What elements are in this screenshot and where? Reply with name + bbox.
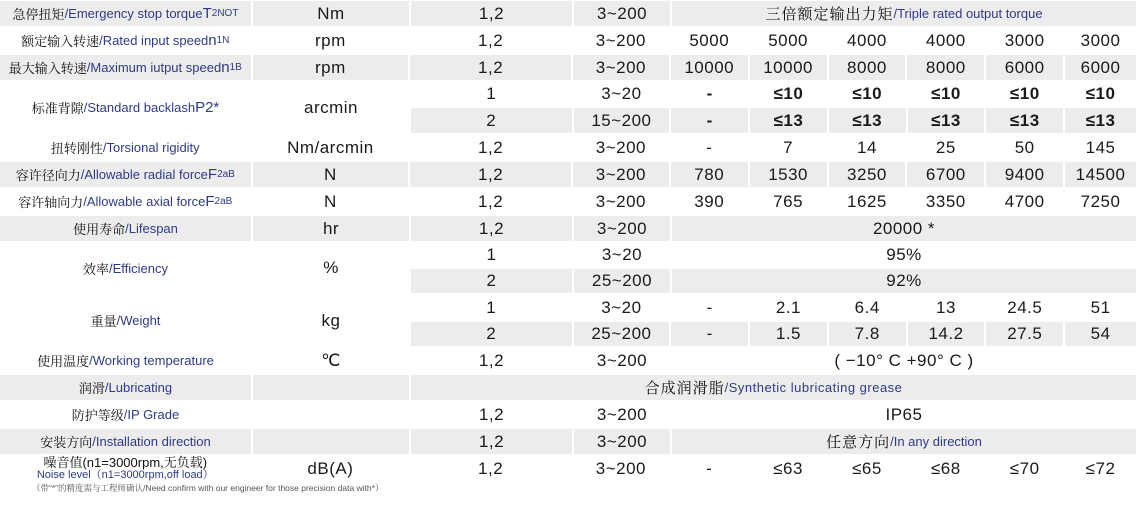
value-cell: ≤63 [750,456,829,481]
table-row-installation [0,429,1138,454]
unit-cell [253,375,411,400]
value-cell: ≤10 [986,82,1065,106]
param-name-weight: 重量 /Weight [0,295,253,346]
value-cell: ≤13 [1065,108,1138,133]
ratio-cell: 25~200 [574,322,672,346]
value-cell: 24.5 [986,295,1065,320]
value-cell: 10000 [671,55,750,80]
ratio-cell: 3~200 [573,135,671,160]
value-cell: 1625 [829,189,908,214]
stage-cell: 1,2 [411,429,574,454]
unit-cell-backlash: arcmin [253,82,411,133]
table-row-weight-2 [411,322,1138,346]
param-name: 润滑 /Lubricating [0,375,253,400]
value-cell: ≤10 [1065,82,1138,106]
value-cell: - [671,322,750,346]
unit-cell [253,402,411,427]
span-cell: 20000 * [672,216,1138,241]
value-cell: 9400 [986,162,1065,187]
ratio-cell: 3~200 [574,402,672,427]
stage-cell: 1,2 [410,135,573,160]
value-cell: 8000 [829,55,908,80]
value-cell: 1.5 [750,322,829,346]
param-name-backlash: 标准背隙 /Standard backlash P2* [0,82,253,133]
unit-cell: Nm/arcmin [253,135,411,160]
value-cell: 6.4 [829,295,908,320]
value-cell: ≤70 [986,456,1065,481]
table-row-noise [0,456,1138,481]
value-cell: 14.2 [908,322,987,346]
value-cell: 14500 [1065,162,1138,187]
unit-cell: N [253,189,411,214]
ratio-cell: 3~200 [574,216,672,241]
ratio-cell: 3~20 [574,295,672,320]
ratio-cell: 3~200 [573,162,671,187]
value-cell: 13 [908,295,987,320]
value-cell: 8000 [907,55,986,80]
stage-cell: 2 [411,322,574,346]
table-row-temperature [0,348,1138,373]
param-name: 使用寿命 /Lifespan [0,216,253,241]
value-cell: ≤10 [908,82,987,106]
value-cell: ≤72 [1065,456,1138,481]
value-cell: ≤13 [750,108,829,133]
stage-cell: 1 [411,82,574,106]
stage-cell: 1,2 [411,402,574,427]
table-row-max-speed [0,55,1138,80]
value-cell: 25 [907,135,986,160]
unit-cell-weight: kg [253,295,411,346]
value-cell: 2.1 [750,295,829,320]
value-cell: 54 [1065,322,1138,346]
unit-cell: rpm [253,55,411,80]
value-cell: - [671,108,750,133]
stage-cell: 2 [411,108,574,133]
value-cell: 145 [1065,135,1138,160]
value-cell: 51 [1065,295,1138,320]
stage-cell: 1 [411,295,574,320]
ratio-cell: 3~200 [573,55,671,80]
footnote: （带“*”的精度需与工程师确认/Need confirm with our engineer for those precision data with*） [32,483,384,493]
stage-cell: 1 [411,243,574,267]
unit-cell: Nm [253,1,411,26]
ratio-cell: 3~20 [574,82,672,106]
value-cell: ≤13 [986,108,1065,133]
stage-cell: 1,2 [411,216,574,241]
param-name: 急停扭矩 /Emergency stop torque T 2NOT [0,1,253,26]
ratio-cell: 3~200 [574,348,672,373]
unit-cell: ℃ [253,348,411,373]
value-cell: 6700 [907,162,986,187]
ratio-cell: 3~200 [573,28,671,53]
stage-cell: 1,2 [411,348,574,373]
span-cell: 三倍额定输出力矩 /Triple rated output torque [672,1,1138,26]
value-cell: 27.5 [986,322,1065,346]
param-name-efficiency: 效率 /Efficiency [0,243,253,293]
stage-cell: 1,2 [410,55,573,80]
table-row-backlash-2 [411,108,1138,133]
span-cell: IP65 [672,402,1138,427]
span-cell: 合成润滑脂 /Synthetic lubricating grease [411,375,1138,400]
value-cell: 10000 [750,55,829,80]
ratio-cell: 15~200 [574,108,672,133]
ratio-cell: 3~200 [574,1,672,26]
value-cell: 3000 [986,28,1065,53]
value-cell: 5000 [750,28,829,53]
table-row-lifespan [0,216,1138,241]
value-cell: 7 [750,135,829,160]
table-row-axial [0,189,1138,214]
param-name: 噪音值(n1=3000rpm,无负载) Noise level（n1=3000rpm,off load） [0,456,253,481]
table-row-weight-1 [411,295,1138,320]
value-cell: 3250 [829,162,908,187]
value-cell: 765 [750,189,829,214]
span-cell: 95% [672,243,1138,267]
table-row-lubricating [0,375,1138,400]
ratio-cell: 3~200 [573,456,671,481]
table-row-efficiency-1 [411,243,1138,267]
value-cell: 1530 [750,162,829,187]
ratio-cell: 3~200 [574,429,672,454]
table-row-rated-speed [0,28,1138,53]
stage-cell: 2 [411,269,574,293]
unit-cell [253,429,411,454]
unit-cell: dB(A) [253,456,411,481]
unit-cell: N [253,162,411,187]
value-cell: 6000 [986,55,1065,80]
value-cell: ≤13 [829,108,908,133]
stage-cell: 1,2 [410,456,573,481]
span-cell: 任意方向 /In any direction [672,429,1138,454]
value-cell: 6000 [1065,55,1138,80]
table-row-efficiency-2 [411,269,1138,293]
ratio-cell: 3~20 [574,243,672,267]
value-cell: ≤65 [829,456,908,481]
param-name: 使用温度 /Working temperature [0,348,253,373]
param-name: 最大输入转速 /Maximum iutput speed n 1B [0,55,253,80]
value-cell: 50 [986,135,1065,160]
value-cell: ≤10 [829,82,908,106]
value-cell: ≤13 [908,108,987,133]
value-cell: 5000 [671,28,750,53]
stage-cell: 1,2 [410,28,573,53]
param-name: 容许轴向力 /Allowable axial force F 2aB [0,189,253,214]
span-cell: ( −10° C +90° C ) [672,348,1138,373]
stage-cell: 1,2 [410,189,573,214]
unit-cell: hr [253,216,411,241]
param-name: 容许径向力 /Allowable radial force F 2aB [0,162,253,187]
param-name: 额定输入转速 /Rated input speed n 1N [0,28,253,53]
value-cell: 7.8 [829,322,908,346]
value-cell: - [671,456,750,481]
value-cell: 3350 [907,189,986,214]
table-row-backlash-1 [411,82,1138,106]
value-cell: 4700 [986,189,1065,214]
value-cell: 4000 [829,28,908,53]
stage-cell: 1,2 [410,162,573,187]
table-row-radial [0,162,1138,187]
unit-cell-efficiency: % [253,243,411,293]
value-cell: 4000 [907,28,986,53]
value-cell: 780 [671,162,750,187]
value-cell: ≤10 [750,82,829,106]
value-cell: 3000 [1065,28,1138,53]
ratio-cell: 25~200 [574,269,672,293]
value-cell: 7250 [1065,189,1138,214]
value-cell: 14 [829,135,908,160]
value-cell: - [671,295,750,320]
span-cell: 92% [672,269,1138,293]
value-cell: ≤68 [907,456,986,481]
param-name: 扭转刚性 /Torsional rigidity [0,135,253,160]
ratio-cell: 3~200 [573,189,671,214]
table-row-torsional [0,135,1138,160]
stage-cell: 1,2 [411,1,574,26]
param-name: 防护等级 /IP Grade [0,402,253,427]
param-name: 安装方向 /Installation direction [0,429,253,454]
value-cell: - [671,82,750,106]
value-cell: - [671,135,750,160]
unit-cell: rpm [253,28,411,53]
table-row-ip [0,402,1138,427]
table-row-emergency [0,1,1138,26]
value-cell: 390 [671,189,750,214]
